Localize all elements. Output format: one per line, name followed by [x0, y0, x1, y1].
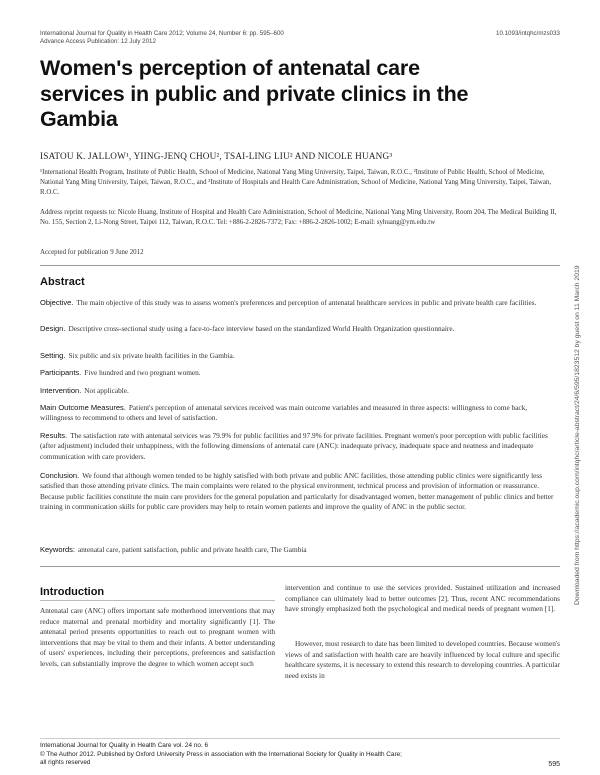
abstract-intervention	[40, 386, 560, 396]
intervention-label: Intervention.	[40, 386, 82, 395]
conclusion-label: Conclusion.	[40, 471, 80, 480]
abstract-objective	[40, 298, 560, 308]
design-label: Design.	[40, 324, 66, 333]
footer-divider	[40, 738, 560, 739]
intro-left-column: Antenatal care (ANC) offers important safe motherhood interventions that may reduce maternal and prenatal morbidity and mortality significantly [1]. The antenatal period presents opportunities to reach out to pregnant women with interventions that may be vital to them and their infants. A better understanding of users' experiences, including their perceptions, preferences and satisfaction levels, can substantially improve the degree to which women accept such	[40, 606, 275, 668]
article-title: Women's perception of antenatal care services in public and private clinics in the Gambia	[40, 56, 469, 131]
introduction-heading: Introduction	[40, 586, 105, 598]
setting-text: Six public and six private health facilities in the Gambia.	[68, 351, 235, 360]
abstract-keywords	[40, 545, 560, 555]
page-footer	[40, 742, 560, 768]
accepted-date: Accepted for publication 9 June 2012	[40, 249, 144, 256]
abstract-results	[40, 431, 560, 462]
advance-access-line: Advance Access Publication: 12 July 2012	[40, 38, 156, 45]
abstract-heading: Abstract	[40, 276, 85, 288]
correspondence-address: Address reprint requests to: Nicole Huang, Institute of Hospital and Health Care Administration, School of Medicine, National Yang Ming University, Room 204, The Medical Building II, No. 155, Section 2, Li-Nong Street, Taipei 112, Taiwan, R.O.C. Tel: +886-2-2826-7372; Fax: +886-2-2826-1002; E-mail: syhuang@ym.edu.tw	[40, 209, 557, 226]
download-watermark-text: Downloaded from https://academic.oup.com/intqhc/article-abstract/24/6/595/1823512 by guest on 11 March 2019	[574, 265, 581, 605]
footer-rights: all rights reserved	[40, 759, 91, 766]
affiliations: ¹International Health Program, Institute of Public Health, School of Medicine, National Yang Ming University, Taipei, Taiwan, R.O.C., ²Institute of Public Health, School of Medicine, National Yang Ming University, Taipei, Taiwan, R.O.C., and ³Institute of Hospitals and Health Care Administration, School of Medicine, National Yang Ming University, Taipei, Taiwan, R.O.C.	[40, 169, 552, 196]
outcome-text: Patient's perception of antenatal services received was main outcome variables and measured in three aspects: willingness to come back, willingness to recommend to others and level of satisfaction.	[40, 403, 528, 423]
footer-copyright: © The Author 2012. Published by Oxford University Press in association with the International Society for Quality in Health Care;	[40, 750, 402, 758]
page-number: 595	[548, 761, 560, 768]
keywords-text: antenatal care, patient satisfaction, public and private health care, The Gambia	[78, 545, 307, 554]
journal-citation: International Journal for Quality in Health Care 2012; Volume 24, Number 6: pp. 595–600	[40, 30, 284, 37]
intro-right-column-p2: However, most research to date has been limited to developed countries. Because women's views of and satisfaction with health care are heavily influenced by local culture and specific healthcare systems, it is necessary to extend this research to developing countries. A particular need exists in	[285, 639, 560, 680]
abstract-participants	[40, 368, 560, 378]
objective-label: Objective.	[40, 298, 74, 307]
conclusion-text: We found that although women tended to be highly satisfied with both private and public ANC facilities, those attending public clinics were significantly less satisfied than those attending private clinics. The main complaints were related to the physical environment, technical process and provision of information or reassurance. Because public facilities constitute the main care providers for the general population and particularly for disadvantaged women, better management of public clinics and better training in communication skills for public care providers may help to retain women patients and improve the quality of ANC in the public sector.	[40, 471, 554, 512]
outcome-label: Main Outcome Measures.	[40, 403, 126, 412]
intervention-text: Not applicable.	[84, 386, 129, 395]
participants-label: Participants.	[40, 368, 82, 377]
participants-text: Five hundred and two pregnant women.	[84, 368, 201, 377]
abstract-outcome	[40, 403, 560, 424]
download-watermark	[572, 195, 584, 605]
section-divider	[40, 600, 275, 601]
journal-header	[40, 30, 284, 46]
design-text: Descriptive cross-sectional study using a face-to-face interview based on the standardized World Health Organization questionnaire.	[68, 324, 455, 333]
intro-right-column-p1: intervention and continue to use the services provided. Sustained utilization and increased compliance can ultimately lead to better outcomes [2]. Thus, recent ANC recommendations have strongly emphasized both the psychological and medical needs of pregnant women [1].	[285, 583, 560, 613]
author-list: ISATOU K. JALLOW¹, YIING-JENQ CHOU², TSAI-LING LIU² AND NICOLE HUANG³	[40, 151, 393, 161]
abstract-conclusion	[40, 471, 560, 513]
abstract-setting	[40, 351, 560, 361]
footer-journal: International Journal for Quality in Health Care vol. 24 no. 6	[40, 742, 209, 749]
setting-label: Setting.	[40, 351, 66, 360]
keywords-label: Keywords:	[40, 545, 76, 554]
abstract-design	[40, 324, 560, 334]
results-text: The satisfaction rate with antenatal services was 79.9% for public facilities and 97.9% for private facilities. Pregnant women's poor perception with public facilities (after adjustment) included their unhappiness, with the following dimensions of antenatal care (ANC): inadequate privacy, inadequate space and neatness and inadequate communication with care providers.	[40, 431, 548, 461]
results-label: Results.	[40, 431, 68, 440]
objective-text: The main objective of this study was to assess women's preferences and perception of antenatal healthcare services in public and private health care facilities.	[76, 298, 537, 307]
doi[interactable]: 10.1093/intqhc/mzs033	[496, 30, 560, 37]
